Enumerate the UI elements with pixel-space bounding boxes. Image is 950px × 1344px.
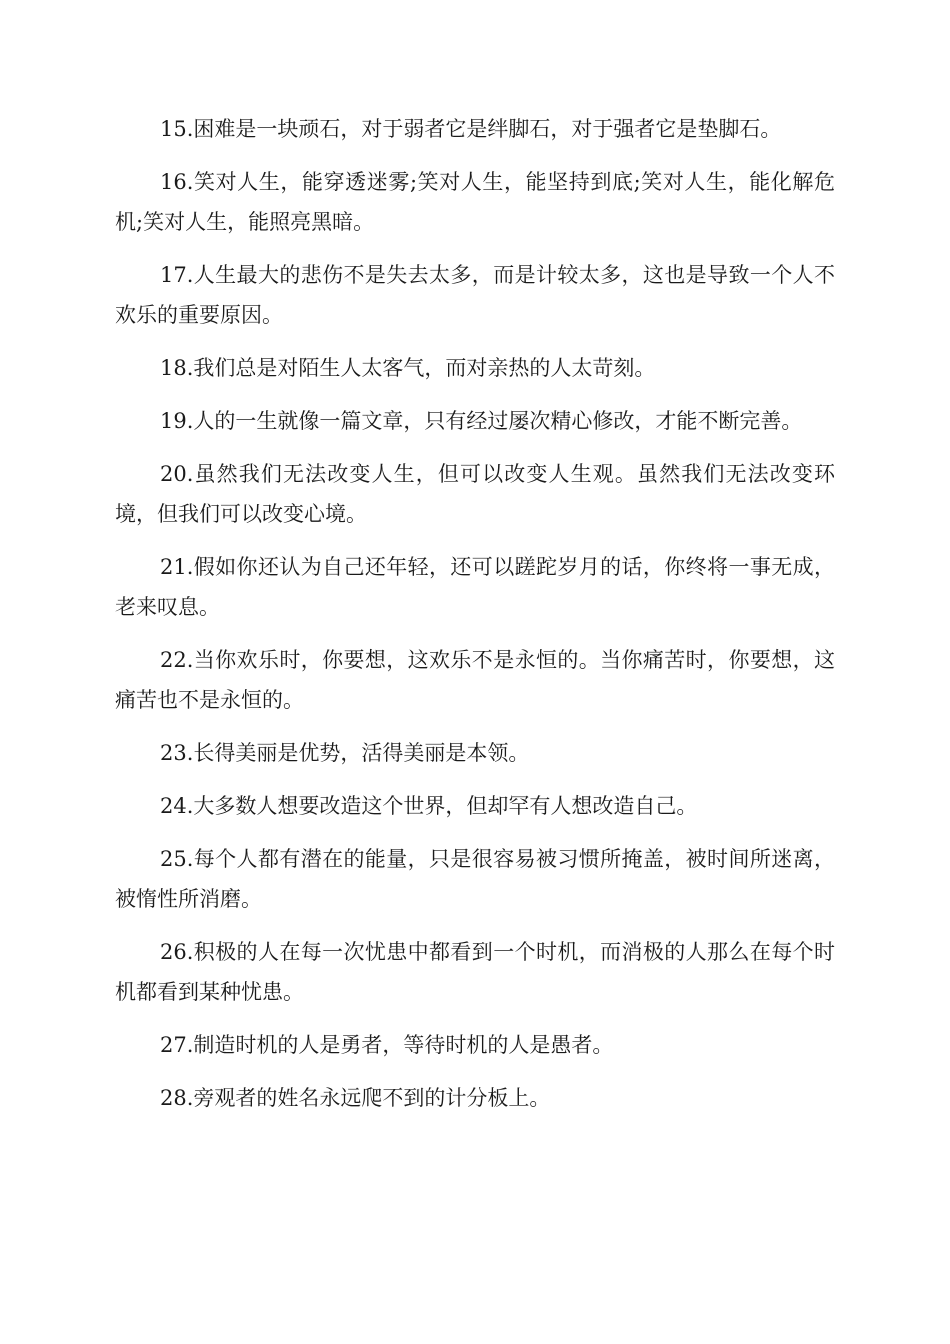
paragraph-27: 27.制造时机的人是勇者，等待时机的人是愚者。 <box>160 1033 614 1057</box>
paragraph-21: 21.假如你还认为自己还年轻，还可以蹉跎岁月的话，你终将一事无成，老来叹息。 <box>115 555 835 619</box>
paragraph-19: 19.人的一生就像一篇文章，只有经过屡次精心修改，才能不断完善。 <box>160 409 803 433</box>
paragraph-23: 23.长得美丽是优势，活得美丽是本领。 <box>160 741 530 765</box>
paragraph-17: 17.人生最大的悲伤不是失去太多，而是计较太多，这也是导致一个人不欢乐的重要原因。 <box>115 263 835 327</box>
paragraph-15: 15.困难是一块顽石，对于弱者它是绊脚石，对于强者它是垫脚石。 <box>160 117 782 141</box>
paragraph-18: 18.我们总是对陌生人太客气，而对亲热的人太苛刻。 <box>160 356 656 380</box>
document-body <box>115 109 835 1131</box>
paragraph-24: 24.大多数人想要改造这个世界，但却罕有人想改造自己。 <box>160 794 698 818</box>
paragraph-22: 22.当你欢乐时，你要想，这欢乐不是永恒的。当你痛苦时，你要想，这痛苦也不是永恒的。 <box>115 648 835 712</box>
paragraph-16: 16.笑对人生，能穿透迷雾;笑对人生，能坚持到底;笑对人生，能化解危机;笑对人生，能照亮黑暗。 <box>115 170 835 234</box>
paragraph-26: 26.积极的人在每一次忧患中都看到一个时机，而消极的人那么在每个时机都看到某种忧患。 <box>115 940 835 1004</box>
paragraph-20: 20.虽然我们无法改变人生，但可以改变人生观。虽然我们无法改变环境，但我们可以改变心境。 <box>115 462 835 526</box>
paragraph-28: 28.旁观者的姓名永远爬不到的计分板上。 <box>160 1086 551 1110</box>
paragraph-25: 25.每个人都有潜在的能量，只是很容易被习惯所掩盖，被时间所迷离，被惰性所消磨。 <box>115 847 835 911</box>
